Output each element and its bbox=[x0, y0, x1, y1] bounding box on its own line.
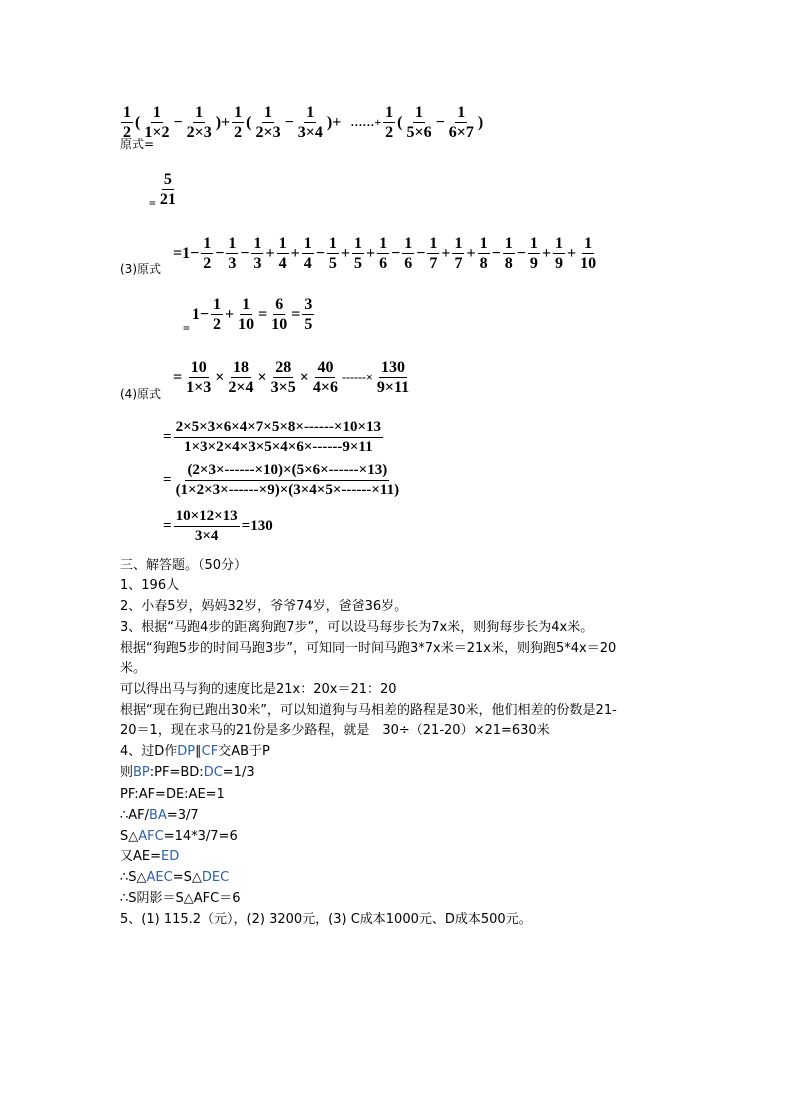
answer-2: 2、小春5岁，妈妈32岁，爷爷74岁，爸爸36岁。 bbox=[120, 599, 408, 614]
part4-label: (4)原式 bbox=[120, 387, 161, 401]
part3-operator: − bbox=[516, 244, 526, 262]
part3-fraction: $\frac{1}{5}$ bbox=[328, 235, 337, 272]
part3-operator: − bbox=[240, 244, 250, 262]
part4-line1: = $\frac{10}{1\times 3}$ × $\frac{18}{2\times 4}$ × $\frac{28}{3\times 5}$ × $\frac{40}{4\times 6}$ ------× $\frac{130}{9\times 11}$ bbox=[173, 359, 410, 396]
part2-line1: $\frac{1}{2}$ ( $\frac{1}{1\times 2}$ − $\frac{1}{2\times 3}$ )+ $\frac{1}{2}$ ( $\frac{1}{2\times 3}$ − $\frac{1}{3\times 4}$ )+ ……+ $\frac{1}{2}$ ( $\frac{1}{5\times 6}$ − $\frac{1}{6\times 7}$ ) bbox=[123, 104, 484, 141]
part3-fraction: $\frac{1}{9}$ bbox=[529, 235, 538, 272]
part3-operator: + bbox=[365, 244, 376, 262]
part3-fraction: $\frac{1}{4}$ bbox=[303, 235, 312, 272]
answer-4e: S△AFC=14*3/7=6 bbox=[120, 829, 238, 844]
part3-fraction: $\frac{1}{7}$ bbox=[429, 235, 438, 272]
answer-4b: 则BP:PF=BD:DC=1/3 bbox=[120, 765, 255, 780]
part3-operator: − bbox=[391, 244, 401, 262]
part4-line4: = $\frac{10\times 12\times 13}{3\times 4}$ =130 bbox=[163, 508, 273, 544]
part3-fraction: $\frac{1}{2}$ bbox=[203, 235, 212, 272]
answer-4h: ∴S阴影＝S△AFC＝6 bbox=[120, 891, 241, 906]
part3-line1: =1− $\frac{1}{2}$ − $\frac{1}{3}$ − $\frac{1}{3}$ + $\frac{1}{4}$ + $\frac{1}{4}$ − $\frac{1}{5}$ + $\frac{1}{5}$ + $\frac{1}{6}$ − $\frac{1}{6}$ − $\frac{1}{7}$ + $\frac{1}{7}$ + $\frac{1}{8}$ − $\frac{1}{8}$ − $\frac{1}{9}$ + $\frac{1}{9}$ + $\frac{1}{10}$ bbox=[173, 235, 597, 272]
answer-5: 5、(1) 115.2（元），(2) 3200元，(3) C成本1000元、D成本500元。 bbox=[120, 912, 532, 927]
part3-fraction: $\frac{1}{10}$ bbox=[580, 235, 597, 272]
part4-line2: = $\frac{2\times 5\times 3\times 6\times 4\times 7\times 5\times 8\times------\times 10\times 13}{1\times 3\times 2\times 4\times 3\times 5\times 4\times 6\times------9\times 11}$ bbox=[163, 419, 382, 455]
answer-4a: 4、过D作DP∥CF交AB于P bbox=[120, 744, 270, 759]
section-heading: 三、解答题。（50分） bbox=[120, 558, 248, 573]
part3-fraction: $\frac{1}{9}$ bbox=[554, 235, 563, 272]
part3-fraction: $\frac{1}{6}$ bbox=[379, 235, 388, 272]
part3-operator: + bbox=[340, 244, 350, 262]
part4-line3: = $\frac{(2\times 3\times------\times 10)\times(5\times 6\times------\times 13)}{(1\times 2\times 3\times------\times 9)\times(3\times 4\times 5\times------\times 11)}$ bbox=[163, 462, 400, 498]
part3-fraction: $\frac{1}{3}$ bbox=[228, 235, 237, 272]
answer-1: 1、196人 bbox=[120, 578, 180, 593]
part3-label: (3)原式 bbox=[120, 262, 161, 276]
answer-4f: 又AE=ED bbox=[120, 849, 180, 864]
answer-3f: 20＝1，现在求马的21份是多少路程，就是 30÷（21-20）×21=630米 bbox=[120, 723, 550, 738]
answer-3b: 根据“狗跑5步的时间马跑3步”，可知同一时间马跑3*7x米＝21x米，则狗跑5*4x＝20 bbox=[120, 641, 617, 656]
answer-3d: 可以得出马与狗的速度比是21x：20x＝21：20 bbox=[120, 682, 397, 697]
answer-3e: 根据“现在狗已跑出30米”，可以知道狗与马相差的路程是30米，他们相差的份数是21- bbox=[120, 703, 617, 718]
part2-label: 原式= bbox=[120, 137, 155, 151]
part3-operator: − bbox=[215, 244, 225, 262]
part3-operator: − bbox=[491, 244, 501, 262]
answer-3c: 米。 bbox=[120, 661, 147, 676]
part3-operator: + bbox=[441, 244, 451, 262]
part3-line2: $_=$1− $\frac{1}{2}$ + $\frac{1}{10}$ = $\frac{6}{10}$ = $\frac{3}{5}$ bbox=[183, 296, 313, 336]
part3-fraction: $\frac{1}{3}$ bbox=[253, 235, 262, 272]
part3-fraction: $\frac{1}{4}$ bbox=[278, 235, 287, 272]
part3-operator: + bbox=[265, 244, 275, 262]
part3-operator: + bbox=[541, 244, 551, 262]
part3-fraction: $\frac{1}{8}$ bbox=[504, 235, 513, 272]
answer-4g: ∴S△AEC=S△DEC bbox=[120, 870, 230, 885]
answer-4d: ∴AF/BA=3/7 bbox=[120, 808, 199, 823]
part2-result: $_=$ $\frac{5}{21}$ bbox=[149, 171, 176, 211]
part3-fraction: $\frac{1}{8}$ bbox=[479, 235, 488, 272]
answer-4c: PF:AF=DE:AE=1 bbox=[120, 787, 225, 802]
part3-operator: + bbox=[566, 244, 577, 262]
answer-3a: 3、根据“马跑4步的距离狗跑7步”，可以设马每步长为7x米，则狗每步长为4x米。 bbox=[120, 620, 594, 635]
part3-operator: − bbox=[416, 244, 426, 262]
part3-operator: − bbox=[315, 244, 325, 262]
part3-fraction: $\frac{1}{6}$ bbox=[404, 235, 413, 272]
part3-fraction: $\frac{1}{5}$ bbox=[353, 235, 362, 272]
part3-fraction: $\frac{1}{7}$ bbox=[454, 235, 463, 272]
part3-operator: + bbox=[466, 244, 476, 262]
part3-operator: + bbox=[290, 244, 300, 262]
